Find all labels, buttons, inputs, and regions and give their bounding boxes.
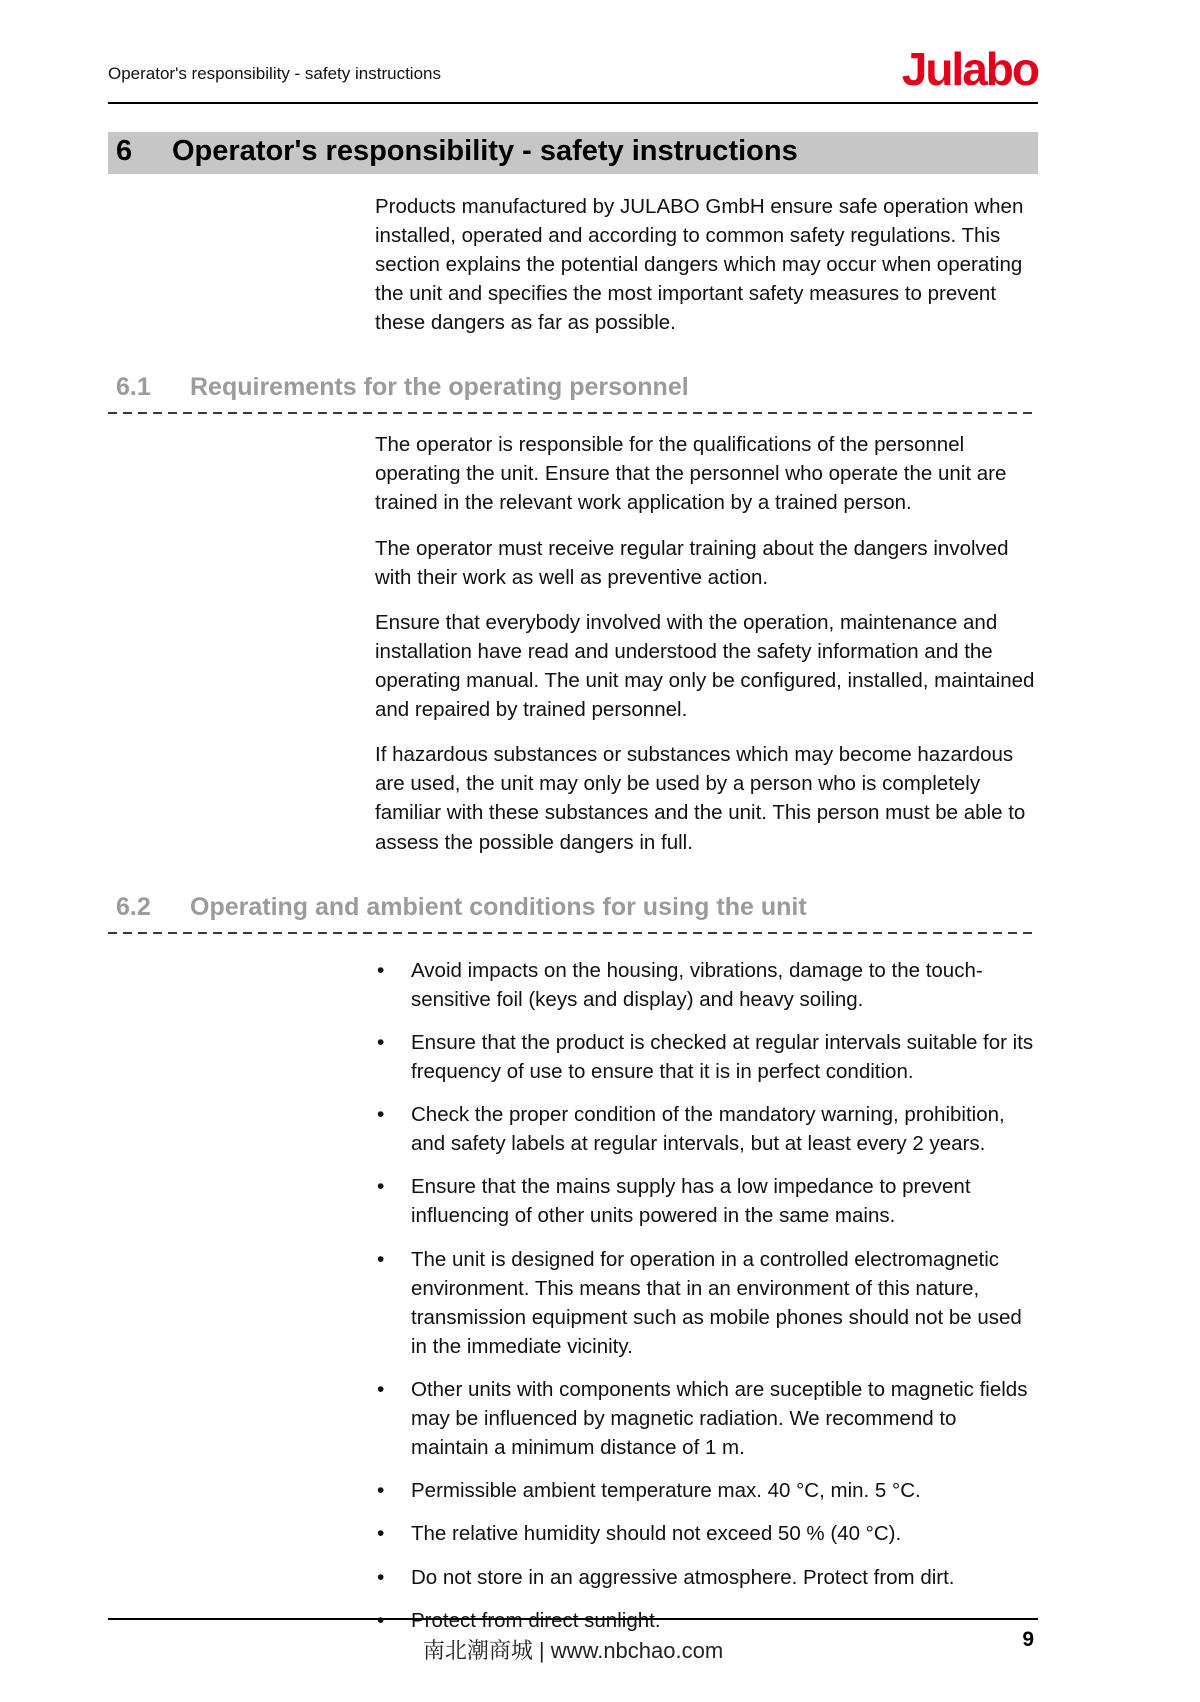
intro-paragraph: Products manufactured by JULABO GmbH ensure safe operation when installed, operated and according to common safety regulations. This section explains the potential dangers which may occur when operating the unit and specifies the most important safety measures to prevent these dangers as far as possible. — [375, 194, 1024, 335]
julabo-logo: Julabo — [901, 43, 1038, 95]
bullet-item: • The unit is designed for operation in a controlled electromagnetic environment. This means that in an environment of this nature, transmission equipment such as mobile phones should not be used in the immediate vicinity. — [375, 1245, 1038, 1361]
paragraph: The operator must receive regular training about the dangers involved with their work as well as preventive action. — [375, 536, 1009, 589]
page-header — [108, 43, 1038, 104]
bullet-item: • Do not store in an aggressive atmosphere. Protect from dirt. — [375, 1563, 1038, 1592]
bullet-item: • Check the proper condition of the mandatory warning, prohibition, and safety labels at regular intervals, but at least every 2 years. — [375, 1100, 1038, 1158]
page-number: 9 — [1022, 1628, 1034, 1651]
page-footer — [108, 1618, 1038, 1665]
bullet-item: • Ensure that the product is checked at regular intervals suitable for its frequency of use to ensure that it is in perfect condition. — [375, 1028, 1038, 1086]
section-heading-6-2 — [108, 893, 1038, 934]
bullet-item: • Protect from direct sunlight. — [375, 1606, 1038, 1635]
paragraph: If hazardous substances or substances which may become hazardous are used, the unit may only be used by a person who is completely familiar with these substances and the unit. This person must be able to assess the possible dangers in full. — [375, 743, 1026, 854]
paragraph: The operator is responsible for the qualifications of the personnel operating the unit. Ensure that the personnel who operate the unit are trained in the relevant work application by a trained person. — [375, 433, 1007, 515]
conditions-bullet-list — [375, 956, 1038, 1635]
bullet-item: • The relative humidity should not exceed 50 % (40 °C). — [375, 1519, 1038, 1548]
chapter-title-text: Operator's responsibility - safety instructions — [172, 134, 798, 167]
section-title: Operating and ambient conditions for using the unit — [190, 892, 807, 921]
document-page — [108, 43, 1038, 1649]
section-number: 6.1 — [116, 373, 151, 402]
chapter-title-bar — [108, 132, 1038, 174]
paragraph: Ensure that everybody involved with the operation, maintenance and installation have read and understood the safety information and the operating manual. The unit may only be configured, installed, maintained and repaired by trained personnel. — [375, 610, 1035, 722]
bullet-item: • Ensure that the mains supply has a low impedance to prevent influencing of other units powered in the same mains. — [375, 1172, 1038, 1230]
bullet-item: • Permissible ambient temperature max. 40 °C, min. 5 °C. — [375, 1476, 1038, 1505]
bullet-item: • Other units with components which are suceptible to magnetic fields may be influenced by magnetic radiation. We recommend to maintain a minimum distance of 1 m. — [375, 1375, 1038, 1462]
section-heading-6-1 — [108, 373, 1038, 414]
section-number: 6.2 — [116, 892, 151, 921]
bullet-item: • Avoid impacts on the housing, vibrations, damage to the touch-sensitive foil (keys and display) and heavy soiling. — [375, 956, 1038, 1014]
section-title: Requirements for the operating personnel — [190, 373, 689, 402]
footer-watermark: 南北潮商城 | www.nbchao.com — [422, 1638, 724, 1663]
chapter-number: 6 — [116, 134, 133, 167]
running-header: Operator's responsibility - safety instructions — [108, 63, 441, 83]
